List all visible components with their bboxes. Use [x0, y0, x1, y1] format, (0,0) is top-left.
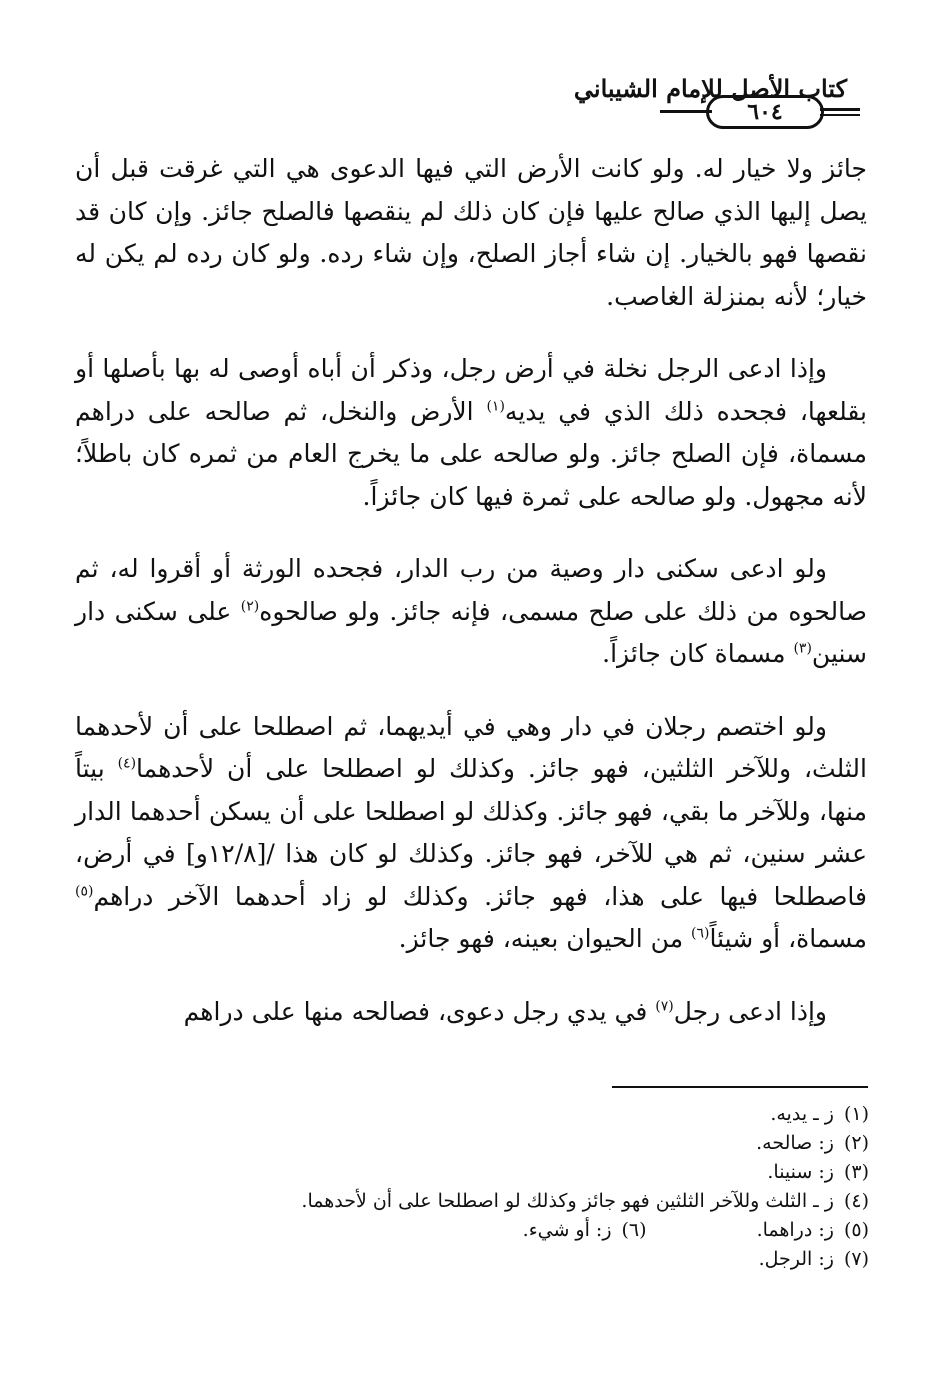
- header-rule-right: [820, 108, 860, 111]
- paragraph-5: [75, 991, 867, 1034]
- paragraph-2: [75, 348, 867, 518]
- footnote-text: ز ـ الثلث وللآخر الثلثين فهو جائز وكذلك لو اصطلحا على أن لأحدهما.: [301, 1190, 834, 1212]
- page-number-badge: [706, 95, 824, 129]
- paragraph-3: [75, 548, 867, 676]
- footnote-ref-6: (٦): [691, 925, 710, 942]
- footnote-number: (٥): [843, 1219, 869, 1241]
- paragraph-5-text-b: في يدي رجل دعوى، فصالحه منها على دراهم: [183, 996, 656, 1026]
- running-title: كتاب الأصل للإمام الشيباني: [573, 74, 847, 103]
- paragraph-4-text-a: ولو اختصم رجلان في دار وهي في أيديهما، ثم اصطلحا على أن لأحدهما الثلث، وللآخر الثلثين، فهو جائز. وكذلك لو اصطلحا على أن لأحدهما: [75, 711, 867, 783]
- footnote-text: ز: سنينا.: [767, 1161, 834, 1183]
- footnote-text: ز ـ يديه.: [770, 1103, 834, 1125]
- paragraph-3-text-b: على سكنى دار سنين: [75, 596, 867, 668]
- paragraph-4-text-c: مسماة، أو شيئاً: [709, 924, 867, 953]
- header-rule-right-thin: [820, 114, 860, 116]
- paragraph-1: [75, 148, 867, 318]
- footnote-number: (٤): [843, 1190, 869, 1212]
- footnote-4: [77, 1187, 869, 1216]
- footnote-7: [77, 1245, 869, 1274]
- footnote-ref-5: (٥): [75, 883, 94, 900]
- paragraph-4-text-b: بيتاً منها، وللآخر ما بقي، فهو جائز. وكذلك لو اصطلحا على أن يسكن أحدهما الدار عشر سنين، ثم هي للآخر، فهو جائز. وكذلك لو كان هذا /[١٢/٨و] في أرض، فاصطلحا فيها على هذا، فهو جائز. وكذلك لو زاد أحدهما الآخر دراهم: [75, 754, 867, 911]
- paragraph-5-text-a: وإذا ادعى رجل: [673, 996, 827, 1026]
- footnote-text: ز: أو شيء.: [522, 1219, 612, 1241]
- footnote-separator: [612, 1086, 868, 1088]
- paragraph-3-text-a: ولو ادعى سكنى دار وصية من رب الدار، فجحده الورثة أو أقروا له، ثم صالحوه من ذلك على صلح مسمى، فإنه جائز. ولو صالحوه: [75, 554, 867, 626]
- footnote-ref-7: (٧): [655, 998, 674, 1015]
- footnote-number: (٣): [843, 1161, 869, 1183]
- footnote-number: (٧): [843, 1248, 869, 1270]
- footnote-ref-4: (٤): [117, 755, 137, 772]
- footnote-ref-1: (١): [486, 398, 505, 415]
- footnote-ref-3: (٣): [793, 640, 812, 657]
- footnote-text: ز: الرجل.: [758, 1248, 834, 1270]
- footnote-6: [523, 1216, 647, 1245]
- paragraph-4: [75, 706, 867, 961]
- footnote-5-6-row: [77, 1216, 869, 1245]
- footnote-ref-2: (٢): [240, 598, 260, 615]
- footnote-text: ز: دراهما.: [756, 1219, 834, 1241]
- footnote-1: [77, 1100, 869, 1129]
- paragraph-3-text-c: مسماة كان جائزاً.: [602, 639, 794, 668]
- paragraph-2-text-b: الأرض والنخل، ثم صالحه على دراهم مسماة، فإن الصلح جائز. ولو صالحه على ما يخرج العام من ثمره كان باطلاً؛ لأنه مجهول. ولو صالحه على ثمرة فيها كان جائزاً.: [75, 396, 867, 511]
- paragraph-2-text-a: وإذا ادعى الرجل نخلة في أرض رجل، وذكر أن أباه أوصى له بها بأصلها أو بقلعها، فجحده ذلك الذي في يديه: [75, 354, 868, 426]
- footnote-number: (٢): [843, 1132, 869, 1154]
- footnotes: [77, 1100, 869, 1274]
- header-rule-left: [660, 110, 712, 113]
- paragraph-1-text: جائز ولا خيار له. ولو كانت الأرض التي فيها الدعوى هي التي غرقت قبل أن يصل إليها الذي صالح عليها فإن كان ذلك لم ينقصها فالصلح جائز. وإن كان قد نقصها فهو بالخيار. إن شاء أجاز الصلح، وإن شاء رده. ولو كان رده لم يكن له خيار؛ لأنه بمنزلة الغاصب.: [75, 154, 867, 311]
- page-number: ٦٠٤: [747, 99, 783, 125]
- footnote-number: (٦): [621, 1219, 647, 1241]
- paragraph-4-text-d: من الحيوان بعينه، فهو جائز.: [398, 924, 692, 953]
- footnote-2: [77, 1129, 869, 1158]
- footnote-text: ز: صالحه.: [756, 1132, 834, 1154]
- main-text: [75, 148, 867, 1033]
- footnote-5: [757, 1216, 869, 1245]
- footnote-number: (١): [843, 1103, 869, 1125]
- footnote-3: [77, 1158, 869, 1187]
